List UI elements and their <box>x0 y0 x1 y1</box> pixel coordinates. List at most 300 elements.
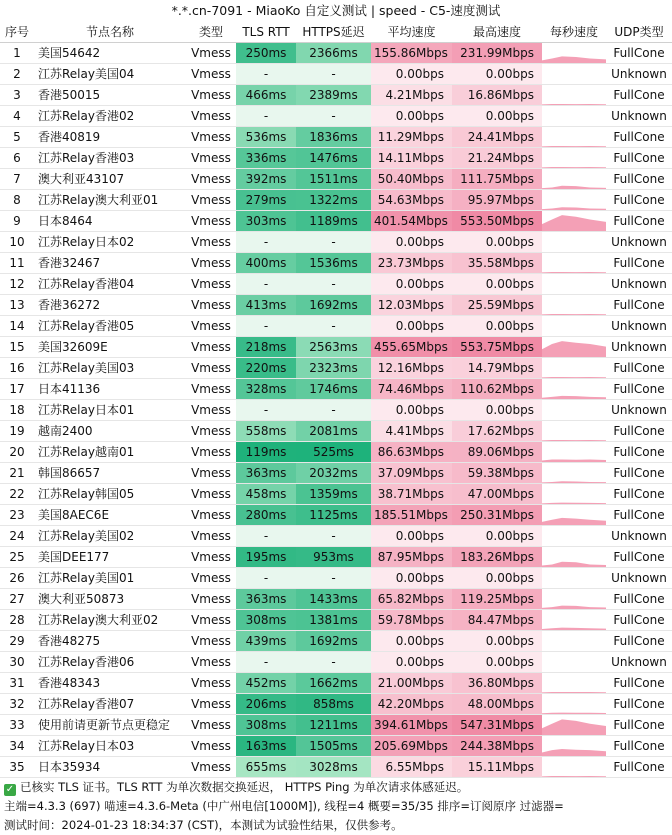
cell-avg: 0.00bps <box>371 105 452 126</box>
cell-udp: FullCone <box>606 126 672 147</box>
cell-tls: 458ms <box>236 483 296 504</box>
cell-udp: Unknown <box>606 315 672 336</box>
cell-idx: 10 <box>0 231 34 252</box>
cell-max: 36.80Mbps <box>452 672 542 693</box>
cell-spd <box>542 357 606 378</box>
cell-tls: - <box>236 399 296 420</box>
cell-udp: Unknown <box>606 399 672 420</box>
cell-avg: 0.00bps <box>371 630 452 651</box>
speed-sparkline <box>542 757 606 777</box>
cell-tls: 655ms <box>236 756 296 777</box>
cell-type: Vmess <box>186 651 236 672</box>
speed-sparkline <box>542 673 606 693</box>
cell-https: 1536ms <box>296 252 371 273</box>
cell-spd <box>542 693 606 714</box>
speed-sparkline <box>542 148 606 168</box>
cell-udp: FullCone <box>606 609 672 630</box>
table-row[interactable] <box>0 357 672 378</box>
speed-sparkline <box>542 169 606 189</box>
cell-idx: 17 <box>0 378 34 399</box>
cell-name: 韩国86657 <box>34 462 186 483</box>
cell-idx: 28 <box>0 609 34 630</box>
cell-max: 24.41Mbps <box>452 126 542 147</box>
cell-max: 48.00Mbps <box>452 693 542 714</box>
cell-spd <box>542 651 606 672</box>
cell-tls: - <box>236 525 296 546</box>
table-row[interactable] <box>0 84 672 105</box>
cell-idx: 35 <box>0 756 34 777</box>
speed-sparkline <box>542 400 606 420</box>
table-row[interactable] <box>0 714 672 735</box>
table-row[interactable] <box>0 483 672 504</box>
speed-sparkline <box>542 463 606 483</box>
cell-max: 59.38Mbps <box>452 462 542 483</box>
cell-name: 江苏Relay香港03 <box>34 147 186 168</box>
col-header-tls[interactable]: TLS RTT <box>236 22 296 42</box>
cell-idx: 26 <box>0 567 34 588</box>
cell-udp: FullCone <box>606 378 672 399</box>
cell-max: 35.58Mbps <box>452 252 542 273</box>
cell-udp: FullCone <box>606 210 672 231</box>
cell-udp: FullCone <box>606 504 672 525</box>
cell-max: 15.11Mbps <box>452 756 542 777</box>
cell-avg: 455.65Mbps <box>371 336 452 357</box>
cell-name: 江苏Relay越南01 <box>34 441 186 462</box>
col-header-max[interactable]: 最高速度 <box>452 22 542 42</box>
cell-name: 澳大利亚43107 <box>34 168 186 189</box>
cell-type: Vmess <box>186 294 236 315</box>
cell-idx: 2 <box>0 63 34 84</box>
cell-name: 香港48275 <box>34 630 186 651</box>
speed-sparkline <box>542 484 606 504</box>
cell-avg: 394.61Mbps <box>371 714 452 735</box>
table-row[interactable] <box>0 252 672 273</box>
cell-idx: 33 <box>0 714 34 735</box>
cell-spd <box>542 420 606 441</box>
speed-sparkline <box>542 652 606 672</box>
cell-max: 47.00Mbps <box>452 483 542 504</box>
speed-sparkline <box>542 610 606 630</box>
col-header-type[interactable]: 类型 <box>186 22 236 42</box>
cell-https: 1125ms <box>296 504 371 525</box>
cell-udp: FullCone <box>606 357 672 378</box>
cell-udp: Unknown <box>606 651 672 672</box>
cell-name: 使用前请更新节点更稳定 <box>34 714 186 735</box>
table-row[interactable] <box>0 546 672 567</box>
table-row[interactable] <box>0 735 672 756</box>
cell-avg: 401.54Mbps <box>371 210 452 231</box>
table-row[interactable] <box>0 273 672 294</box>
cell-udp: FullCone <box>606 693 672 714</box>
cell-type: Vmess <box>186 588 236 609</box>
cell-udp: FullCone <box>606 714 672 735</box>
cell-name: 日本35934 <box>34 756 186 777</box>
cell-tls: 220ms <box>236 357 296 378</box>
cell-idx: 22 <box>0 483 34 504</box>
cell-max: 89.06Mbps <box>452 441 542 462</box>
cell-tls: 392ms <box>236 168 296 189</box>
cell-udp: Unknown <box>606 273 672 294</box>
cell-tls: 452ms <box>236 672 296 693</box>
cell-https: 2366ms <box>296 42 371 63</box>
table-row[interactable] <box>0 105 672 126</box>
table-row[interactable] <box>0 441 672 462</box>
cell-udp: FullCone <box>606 189 672 210</box>
cell-https: 1662ms <box>296 672 371 693</box>
cell-spd <box>542 42 606 63</box>
table-row[interactable] <box>0 462 672 483</box>
cell-max: 0.00bps <box>452 567 542 588</box>
cell-max: 547.31Mbps <box>452 714 542 735</box>
cell-https: 1322ms <box>296 189 371 210</box>
sparkline-area <box>542 341 606 357</box>
speed-sparkline <box>542 43 606 63</box>
speed-sparkline <box>542 715 606 735</box>
table-row[interactable] <box>0 336 672 357</box>
cell-tls: 195ms <box>236 546 296 567</box>
cell-name: 澳大利亚50873 <box>34 588 186 609</box>
cell-idx: 25 <box>0 546 34 567</box>
cell-https: - <box>296 105 371 126</box>
cell-udp: Unknown <box>606 105 672 126</box>
cell-https: 1381ms <box>296 609 371 630</box>
table-row[interactable] <box>0 672 672 693</box>
cell-type: Vmess <box>186 231 236 252</box>
cell-type: Vmess <box>186 567 236 588</box>
cell-type: Vmess <box>186 336 236 357</box>
cell-tls: - <box>236 315 296 336</box>
cell-avg: 4.21Mbps <box>371 84 452 105</box>
cell-name: 香港40819 <box>34 126 186 147</box>
cell-type: Vmess <box>186 315 236 336</box>
table-row[interactable] <box>0 630 672 651</box>
cell-spd <box>542 273 606 294</box>
cell-max: 553.50Mbps <box>452 210 542 231</box>
cell-type: Vmess <box>186 147 236 168</box>
cell-spd <box>542 756 606 777</box>
cell-udp: FullCone <box>606 735 672 756</box>
cell-name: 江苏Relay美国02 <box>34 525 186 546</box>
table-row[interactable] <box>0 588 672 609</box>
cell-tls: 536ms <box>236 126 296 147</box>
cell-avg: 0.00bps <box>371 231 452 252</box>
cell-name: 江苏Relay香港02 <box>34 105 186 126</box>
cell-name: 江苏Relay澳大利亚02 <box>34 609 186 630</box>
cell-https: 2389ms <box>296 84 371 105</box>
cell-tls: - <box>236 651 296 672</box>
cell-https: 2032ms <box>296 462 371 483</box>
sparkline-area <box>542 719 606 735</box>
cell-type: Vmess <box>186 399 236 420</box>
cell-type: Vmess <box>186 357 236 378</box>
cell-type: Vmess <box>186 672 236 693</box>
cell-max: 0.00bps <box>452 231 542 252</box>
cell-https: - <box>296 525 371 546</box>
cell-avg: 38.71Mbps <box>371 483 452 504</box>
cell-avg: 42.20Mbps <box>371 693 452 714</box>
speed-sparkline <box>542 64 606 84</box>
cell-idx: 34 <box>0 735 34 756</box>
cell-spd <box>542 84 606 105</box>
cell-spd <box>542 168 606 189</box>
cell-max: 183.26Mbps <box>452 546 542 567</box>
cell-max: 14.79Mbps <box>452 357 542 378</box>
cell-idx: 23 <box>0 504 34 525</box>
table-row[interactable] <box>0 210 672 231</box>
cell-name: 香港50015 <box>34 84 186 105</box>
cell-max: 553.75Mbps <box>452 336 542 357</box>
cell-https: - <box>296 315 371 336</box>
cell-max: 110.62Mbps <box>452 378 542 399</box>
col-header-https[interactable]: HTTPS延迟 <box>296 22 371 42</box>
cell-max: 0.00bps <box>452 399 542 420</box>
table-row[interactable] <box>0 378 672 399</box>
table-row[interactable] <box>0 315 672 336</box>
cell-type: Vmess <box>186 63 236 84</box>
speed-sparkline <box>542 736 606 756</box>
cell-avg: 87.95Mbps <box>371 546 452 567</box>
cell-idx: 20 <box>0 441 34 462</box>
cell-avg: 0.00bps <box>371 567 452 588</box>
table-row[interactable] <box>0 42 672 63</box>
cell-avg: 12.03Mbps <box>371 294 452 315</box>
cell-avg: 6.55Mbps <box>371 756 452 777</box>
cell-udp: Unknown <box>606 63 672 84</box>
cell-idx: 9 <box>0 210 34 231</box>
cell-https: 1476ms <box>296 147 371 168</box>
cell-tls: - <box>236 273 296 294</box>
speed-sparkline <box>542 568 606 588</box>
cell-https: - <box>296 567 371 588</box>
cell-type: Vmess <box>186 609 236 630</box>
cell-avg: 50.40Mbps <box>371 168 452 189</box>
cell-tls: 400ms <box>236 252 296 273</box>
cell-udp: FullCone <box>606 672 672 693</box>
cell-tls: 280ms <box>236 504 296 525</box>
sparkline-area <box>542 215 606 231</box>
cell-name: 日本41136 <box>34 378 186 399</box>
col-header-udp[interactable]: UDP类型 <box>606 22 672 42</box>
speed-sparkline <box>542 526 606 546</box>
sparkline-area <box>542 605 606 608</box>
cell-max: 119.25Mbps <box>452 588 542 609</box>
table-row[interactable] <box>0 189 672 210</box>
cell-max: 17.62Mbps <box>452 420 542 441</box>
cell-name: 日本8464 <box>34 210 186 231</box>
speed-sparkline <box>542 379 606 399</box>
speed-sparkline <box>542 442 606 462</box>
cell-type: Vmess <box>186 525 236 546</box>
cell-https: 1359ms <box>296 483 371 504</box>
speed-sparkline <box>542 589 606 609</box>
cell-https: 953ms <box>296 546 371 567</box>
cell-https: 1836ms <box>296 126 371 147</box>
cell-name: 江苏Relay日本03 <box>34 735 186 756</box>
cell-name: 江苏Relay美国01 <box>34 567 186 588</box>
table-row[interactable] <box>0 756 672 777</box>
cell-tls: - <box>236 567 296 588</box>
cell-max: 25.59Mbps <box>452 294 542 315</box>
cell-type: Vmess <box>186 378 236 399</box>
cell-name: 江苏Relay日本01 <box>34 399 186 420</box>
cell-avg: 37.09Mbps <box>371 462 452 483</box>
cell-spd <box>542 672 606 693</box>
cell-max: 0.00bps <box>452 651 542 672</box>
cell-spd <box>542 735 606 756</box>
speed-sparkline <box>542 694 606 714</box>
cell-avg: 65.82Mbps <box>371 588 452 609</box>
cell-tls: 558ms <box>236 420 296 441</box>
cell-udp: FullCone <box>606 252 672 273</box>
speed-sparkline <box>542 316 606 336</box>
cell-udp: FullCone <box>606 84 672 105</box>
cell-spd <box>542 252 606 273</box>
table-row[interactable] <box>0 294 672 315</box>
cell-spd <box>542 63 606 84</box>
cell-spd <box>542 462 606 483</box>
cell-https: 2081ms <box>296 420 371 441</box>
cell-max: 250.31Mbps <box>452 504 542 525</box>
cell-tls: - <box>236 63 296 84</box>
cell-idx: 16 <box>0 357 34 378</box>
cell-spd <box>542 567 606 588</box>
cell-udp: FullCone <box>606 294 672 315</box>
table-row[interactable] <box>0 63 672 84</box>
speed-sparkline <box>542 274 606 294</box>
speed-sparkline <box>542 211 606 231</box>
cell-name: 江苏Relay香港04 <box>34 273 186 294</box>
speed-sparkline <box>542 421 606 441</box>
cell-udp: FullCone <box>606 483 672 504</box>
cell-spd <box>542 189 606 210</box>
cell-type: Vmess <box>186 84 236 105</box>
table-row[interactable] <box>0 126 672 147</box>
cell-spd <box>542 630 606 651</box>
cell-idx: 29 <box>0 630 34 651</box>
cell-spd <box>542 336 606 357</box>
speed-sparkline <box>542 253 606 273</box>
table-row[interactable] <box>0 693 672 714</box>
table-row[interactable] <box>0 147 672 168</box>
cell-spd <box>542 399 606 420</box>
cell-avg: 0.00bps <box>371 651 452 672</box>
col-header-avg[interactable]: 平均速度 <box>371 22 452 42</box>
speed-sparkline <box>542 631 606 651</box>
cell-https: - <box>296 63 371 84</box>
cell-spd <box>542 588 606 609</box>
footer <box>0 778 672 835</box>
cell-name: 美国DEE177 <box>34 546 186 567</box>
speed-sparkline <box>542 505 606 525</box>
cell-udp: Unknown <box>606 336 672 357</box>
table-header-row <box>0 22 672 42</box>
table-row[interactable] <box>0 567 672 588</box>
table-row[interactable] <box>0 399 672 420</box>
cell-max: 231.99Mbps <box>452 42 542 63</box>
table-row[interactable] <box>0 168 672 189</box>
footer-line-3: 测试时间：2024-01-23 18:34:37 (CST)，本测试为试验性结果，仅供参考。 <box>4 817 403 832</box>
cell-udp: Unknown <box>606 231 672 252</box>
cell-name: 江苏Relay香港07 <box>34 693 186 714</box>
col-header-spd[interactable]: 每秒速度 <box>542 22 606 42</box>
cell-tls: 119ms <box>236 441 296 462</box>
cell-udp: FullCone <box>606 147 672 168</box>
cell-tls: 439ms <box>236 630 296 651</box>
cell-udp: Unknown <box>606 525 672 546</box>
cell-avg: 4.41Mbps <box>371 420 452 441</box>
table-row[interactable] <box>0 420 672 441</box>
cell-type: Vmess <box>186 735 236 756</box>
cell-tls: - <box>236 105 296 126</box>
cell-type: Vmess <box>186 210 236 231</box>
table-row[interactable] <box>0 651 672 672</box>
cell-udp: FullCone <box>606 420 672 441</box>
cell-idx: 12 <box>0 273 34 294</box>
table-row[interactable] <box>0 609 672 630</box>
cell-https: 1692ms <box>296 294 371 315</box>
cell-spd <box>542 609 606 630</box>
cell-name: 越南2400 <box>34 420 186 441</box>
table-row[interactable] <box>0 525 672 546</box>
cell-spd <box>542 546 606 567</box>
cell-type: Vmess <box>186 42 236 63</box>
cell-https: 1211ms <box>296 714 371 735</box>
cell-avg: 14.11Mbps <box>371 147 452 168</box>
cell-https: - <box>296 273 371 294</box>
cell-type: Vmess <box>186 504 236 525</box>
cell-udp: FullCone <box>606 441 672 462</box>
cell-tls: 218ms <box>236 336 296 357</box>
cell-https: 1511ms <box>296 168 371 189</box>
cell-tls: 163ms <box>236 735 296 756</box>
cell-name: 江苏Relay韩国05 <box>34 483 186 504</box>
cell-max: 84.47Mbps <box>452 609 542 630</box>
col-header-idx[interactable]: 序号 <box>0 22 34 42</box>
cell-type: Vmess <box>186 420 236 441</box>
cell-type: Vmess <box>186 441 236 462</box>
cell-idx: 1 <box>0 42 34 63</box>
cell-avg: 155.86Mbps <box>371 42 452 63</box>
speed-sparkline <box>542 85 606 105</box>
cell-max: 21.24Mbps <box>452 147 542 168</box>
col-header-name[interactable]: 节点名称 <box>34 22 186 42</box>
cell-type: Vmess <box>186 105 236 126</box>
cell-avg: 11.29Mbps <box>371 126 452 147</box>
cell-https: 1433ms <box>296 588 371 609</box>
cell-spd <box>542 441 606 462</box>
cell-spd <box>542 105 606 126</box>
cell-https: - <box>296 231 371 252</box>
cell-name: 江苏Relay澳大利亚01 <box>34 189 186 210</box>
cell-type: Vmess <box>186 189 236 210</box>
cell-type: Vmess <box>186 462 236 483</box>
cell-spd <box>542 525 606 546</box>
cell-tls: 363ms <box>236 462 296 483</box>
cell-name: 江苏Relay香港05 <box>34 315 186 336</box>
cell-type: Vmess <box>186 546 236 567</box>
cell-https: - <box>296 651 371 672</box>
cell-spd <box>542 210 606 231</box>
cell-type: Vmess <box>186 693 236 714</box>
cell-max: 0.00bps <box>452 273 542 294</box>
cell-tls: 308ms <box>236 714 296 735</box>
cell-idx: 30 <box>0 651 34 672</box>
table-row[interactable] <box>0 231 672 252</box>
table-row[interactable] <box>0 504 672 525</box>
cell-idx: 3 <box>0 84 34 105</box>
cell-idx: 11 <box>0 252 34 273</box>
cell-tls: 336ms <box>236 147 296 168</box>
